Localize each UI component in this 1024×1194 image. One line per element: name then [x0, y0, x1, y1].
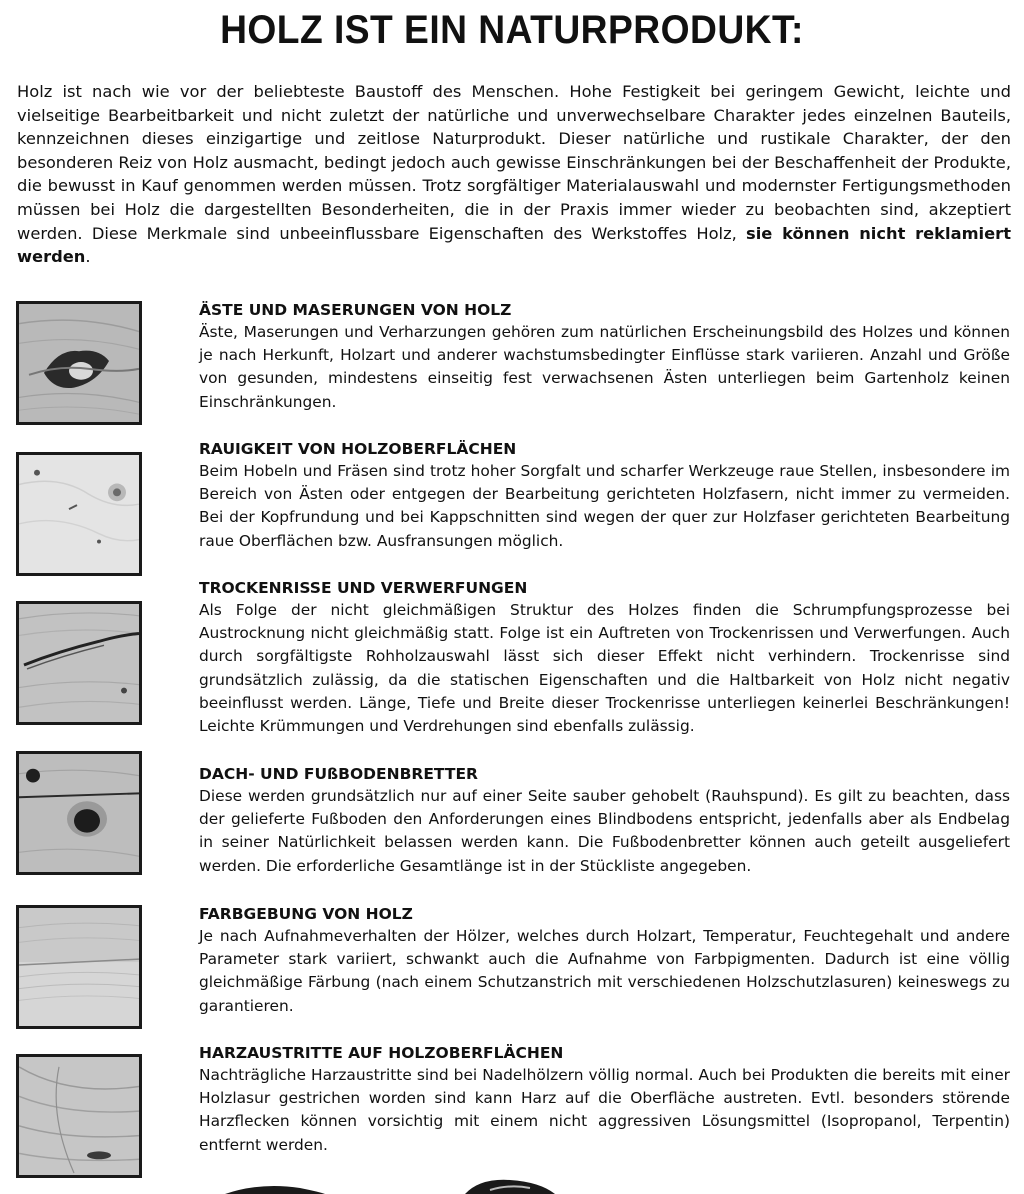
- intro-bold-notice: sie können nicht reklamiert werden: [17, 223, 1011, 267]
- resin-photo: [16, 1054, 142, 1178]
- section-text: [199, 299, 1010, 414]
- section-body: Äste, Maserungen und Verharzungen gehören zum natürlichen Erscheinungsbild des Holzes und können je nach Herkunft, Holzart und anderer wachstumsbedingter Einflüsse stark variieren. Anzahl und Größe von gesunden, mindestens einseitig fest verwachsenen Ästen unterliegen beim Gartenholz keinen Einschränkungen.: [199, 323, 1010, 411]
- section-title: FARBGEBUNG VON HOLZ: [199, 905, 413, 923]
- section-body: Als Folge der nicht gleichmäßigen Struktur des Holzes finden die Schrumpfungsprozesse bei Austrocknung nicht gleichmäßig statt. Folge ist ein Auftreten von Trockenrissen und Verwerfungen. Auch durch sorgfältigste Rohholzauswahl lässt sich dieser Effekt nicht verhindern. Trockenrisse sind grundsätzlich zulässig, da die statischen Eigenschaften und die Haltbarkeit von Holz nicht negativ beeinflusst werden. Länge, Tiefe und Breite dieser Trockenrisse unterliegen keinerlei Beschränkungen! Leichte Krümmungen und Verdrehungen sind ebenfalls zulässig.: [199, 601, 1010, 736]
- section-text: [199, 903, 1010, 1018]
- section-title: TROCKENRISSE UND VERWERFUNGEN: [199, 579, 528, 597]
- intro-paragraph: [17, 80, 1011, 269]
- rough-surface-photo: [16, 452, 142, 576]
- section-text: [199, 577, 1010, 738]
- page-title: HOLZ IST EIN NATURPRODUKT:: [220, 8, 804, 52]
- section-title: DACH- UND FUßBODENBRETTER: [199, 765, 478, 783]
- section-title: RAUIGKEIT VON HOLZOBERFLÄCHEN: [199, 440, 517, 458]
- section-text: [199, 1042, 1010, 1157]
- section-body: Diese werden grundsätzlich nur auf einer Seite sauber gehobelt (Rauhspund). Es gilt zu beachten, dass der gelieferte Fußboden den Anforderungen eines Blindbodens entspricht, jedenfalls aber als Endbelag in seiner Natürlichkeit belassen werden kann. Die Fußbodenbretter können auch geteilt ausgeliefert werden. Die erforderliche Gesamtlänge ist in der Stückliste angegeben.: [199, 787, 1010, 875]
- section-body: Beim Hobeln und Fräsen sind trotz hoher Sorgfalt und scharfer Werkzeuge raue Stellen, insbesondere im Bereich von Ästen oder entgegen der Bearbeitung gerichteten Holzfasern, nicht immer zu vermeiden. Bei der Kopfrundung und bei Kappschnitten sind wegen der quer zur Holzfaser gerichteten Bearbeitung raue Oberflächen bzw. Ausfransungen möglich.: [199, 462, 1010, 550]
- cropped-wood-shapes: [0, 1170, 1024, 1194]
- section-text: [199, 763, 1010, 878]
- section-title: HARZAUSTRITTE AUF HOLZOBERFLÄCHEN: [199, 1044, 564, 1062]
- section-body: Je nach Aufnahmeverhalten der Hölzer, welches durch Holzart, Temperatur, Feuchtegehalt und andere Parameter stark variiert, schwankt auch die Aufnahme von Farbpigmenten. Dadurch ist eine völlig gleichmäßige Färbung (nach einem Schutzanstrich mit verschiedenen Holzschutzlasuren) keineswegs zu garantieren.: [199, 927, 1010, 1015]
- wood-knot-photo: [16, 301, 142, 425]
- wood-color-photo: [16, 905, 142, 1029]
- dry-crack-photo: [16, 601, 142, 725]
- section-title: ÄSTE UND MASERUNGEN VON HOLZ: [199, 301, 512, 319]
- section-text: [199, 438, 1010, 553]
- floor-board-knot-photo: [16, 751, 142, 875]
- section-body: Nachträgliche Harzaustritte sind bei Nadelhölzern völlig normal. Auch bei Produkten die bereits mit einer Holzlasur gestrichen worden sind kann Harz auf die Oberfläche austreten. Evtl. besonders störende Harzflecken können vorsichtig mit einem nicht aggressiven Lösungsmittel (Isopropanol, Terpentin) entfernt werden.: [199, 1066, 1010, 1154]
- intro-end: .: [85, 247, 91, 267]
- intro-text: Holz ist nach wie vor der beliebteste Baustoff des Menschen. Hohe Festigkeit bei geringem Gewicht, leichte und vielseitige Bearbeitbarkeit und nicht zuletzt der natürliche und unverwechselbare Charakter jedes einzelnen Bauteils, kennzeichnen dieses einzigartige und zeitlose Naturprodukt. Dieser natürliche und rustikale Charakter, der den besonderen Reiz von Holz ausmacht, bedingt jedoch auch gewisse Einschränkungen bei der Beschaffenheit der Produkte, die bewusst in Kauf genommen werden müssen. Trotz sorgfältiger Materialauswahl und modernster Fertigungsmethoden müssen bei Holz die dargestellten Besonderheiten, die in der Praxis immer wieder zu beobachten sind, akzeptiert werden. Diese Merkmale sind unbeeinflussbare Eigenschaften des Werkstoffes Holz,: [17, 82, 1011, 243]
